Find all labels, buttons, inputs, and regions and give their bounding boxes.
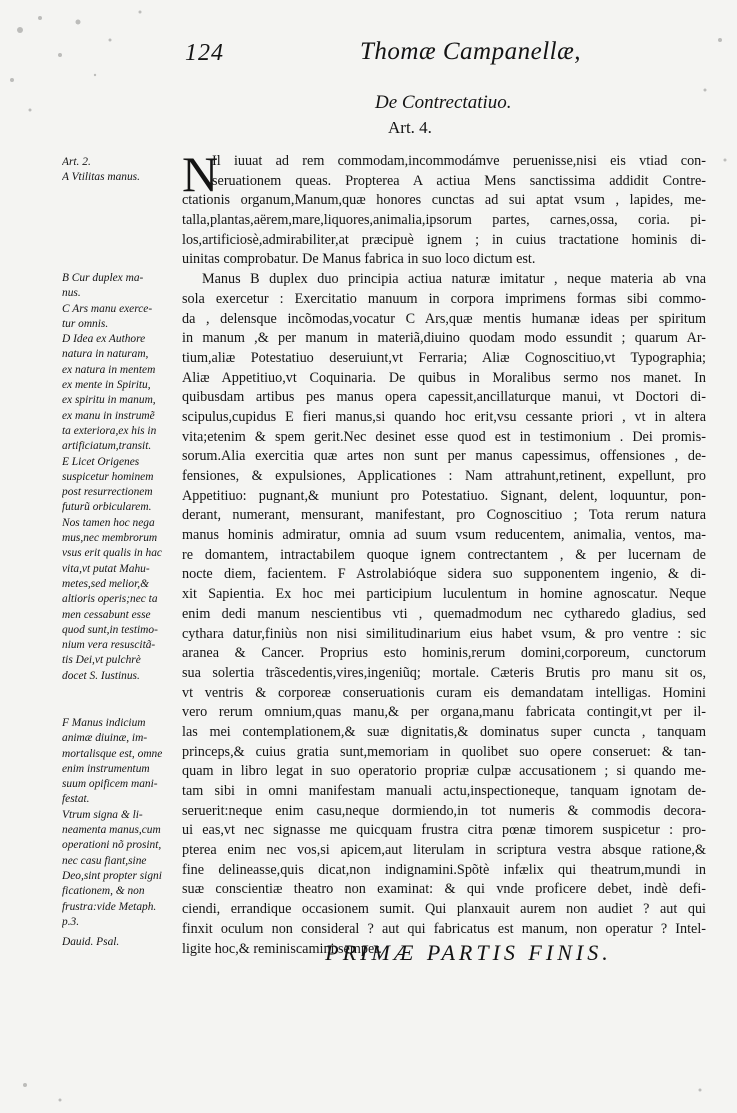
article-label: Art. 4.	[388, 118, 432, 137]
page-header	[185, 30, 705, 70]
text-line: uinitas comprobatur. De Manus fabrica in suo loco dictum est.	[182, 251, 536, 268]
margin-note-lines	[62, 716, 178, 930]
margin-note-line: Nos tamen hoc nega	[62, 516, 155, 529]
text-line: suæ conscientiæ theatro non examinat: & qui vnde proficere debet, indè defi-	[182, 881, 706, 898]
margin-note-line: Deo,sint propter signi	[62, 869, 162, 882]
text-line: tam sibi in omni manifestam manuali actu,inspectioneque, tanquam ignotam de-	[182, 783, 706, 799]
margin-note-line: tur omnis.	[62, 317, 109, 330]
margin-note-line: festat.	[62, 793, 90, 806]
text-line: ctationis organum,Manum,quæ honores cunctas ad sui aptat vsum , lapides, me-	[182, 192, 706, 209]
text-line: aranea & Cancer. Proprius esto hominis,rerum domini,corporeum, cunctorum	[182, 645, 706, 662]
margin-note-line: quod sunt,in testimo-	[62, 623, 158, 636]
text-line: Aliæ Appetitiuo,vt Coquinaria. De quibus in Moralibus sermo nos manet. In	[182, 369, 706, 386]
margin-note-line: ex spiritu in manum,	[62, 394, 156, 407]
text-line: ligite hoc,& reminiscamini semper.	[182, 940, 382, 957]
text-line: derant, numerant, mensurant, manifestant, pro Cognoscitiuo ; Tota rerum natura	[182, 507, 706, 524]
text-line: princeps,& cuius gratia sunt,memoriam in quolibet suo opere conseruet: & tan-	[182, 743, 706, 760]
margin-note-line: frustra:vide Metaph.	[62, 900, 157, 913]
margin-note-line: A Vtilitas manus.	[62, 171, 140, 184]
text-line: quam in libro legat in suo operatorio propriæ culpæ accusationem ; si quando me-	[182, 763, 706, 780]
margin-note-line: ex mente in Spiritu,	[62, 379, 151, 392]
margin-note-line: altioris operis;nec ta	[62, 593, 158, 606]
margin-note-line: men cessabunt esse	[62, 608, 151, 621]
text-line: tium,aliæ Potestatiuo deseruiunt,vt Ferraria; Aliæ Cognoscitiuo,vt Typographia;	[182, 349, 706, 366]
text-line: Appetitiuo: pugnant,& muniunt pro Potestatiuo. Signant, delent, loquuntur, pon-	[182, 487, 706, 504]
margin-note-line: Art. 2.	[62, 156, 91, 168]
margin-note-line: mus,nec membrorum	[62, 532, 158, 545]
text-line: enim dedi manum nescientibus vti , quemadmodum nec cytharedo gladius, sed	[182, 605, 706, 622]
margin-note-indicium	[62, 716, 178, 930]
margin-note-line: B Cur duplex ma-	[62, 272, 144, 284]
margin-note-line: vsus erit qualis in hac	[62, 547, 162, 560]
margin-note-line: nus.	[62, 287, 81, 300]
text-line: vero rerum omnium,quas manu,& per organa,manu fabricata contingit,vt per il-	[182, 704, 706, 721]
margin-note-line: ex manu in instrumẽ	[62, 409, 155, 422]
margin-note-line: futurũ orbicularem.	[62, 501, 152, 514]
text-line: Manus B duplex duo principia actiua naturæ imitatur , neque materia ab vna	[202, 271, 706, 288]
margin-note-line: animæ diuinæ, im-	[62, 732, 148, 745]
margin-note-line: Dauid. Psal.	[62, 936, 120, 948]
main-text	[182, 146, 706, 959]
margin-note-line: artificiatum,transit.	[62, 440, 152, 453]
margin-note-line: mortalisque est, omne	[62, 747, 163, 760]
text-line: re domantem, intractabilem quoque ignem contrectantem , & per lucernam de	[182, 546, 706, 563]
margin-note-line: p.3.	[62, 915, 80, 928]
margin-note-line: nium vera resuscitã-	[62, 639, 156, 652]
margin-note-line: ficationem, & non	[62, 885, 145, 898]
margin-note-line: vita,vt putat Mahu-	[62, 562, 150, 575]
text-line: sua solertia trãscedentis,vires,ingeniũq; mortale. Cæteris Brutis pro manu sit os,	[182, 664, 706, 681]
margin-note-line: post resurrectionem	[62, 486, 153, 499]
text-line: pterea enim nec vos,si apicem,aut literulam in scriptura vestra absque ratione,&	[182, 842, 706, 859]
margin-note-line: ex natura in mentem	[62, 363, 156, 376]
page-number: 124	[185, 40, 224, 66]
running-head: Thomæ Campanellæ,	[360, 38, 582, 65]
margin-note-manus	[62, 271, 178, 684]
text-line: cythara datur,finiùs non nisi similitudinarium eius habet vsum, & pro ventre : sic	[182, 625, 706, 642]
finis-label: PRIMÆ PARTIS FINIS.	[325, 940, 612, 965]
margin-note-line: natura in naturam,	[62, 348, 149, 361]
text-line: nocte diem, facientem. F Astrolabióque sidera suo supponentem ingenio, & di-	[182, 566, 706, 583]
text-line: finxit oculum non consideral ? aut qui fabricatus est manum, non operatur ? Intel-	[182, 920, 706, 937]
text-line: vt ventris & corporeæ conseruationis curam eis demandatam intelligas. Homini	[182, 684, 706, 701]
text-line: scipulus,cupidus E fieri manus,si quando hoc erit,vsu cessante priori , vt in altera	[182, 408, 706, 425]
margin-note-line: docet S. Iustinus.	[62, 669, 140, 682]
text-line: da , delensque incõmodas,vocatur C Ars,quæ mentis humanæ ideas per spiritum	[182, 310, 706, 327]
text-line: talla,plantas,aërem,mare,liquores,animalia,ipsorum partes, carnes,ossa, coria. pi-	[182, 212, 706, 229]
text-line: fensiones, & expulsiones, Applicationes : Nam attrahunt,retinent, expellunt, pro	[182, 468, 706, 484]
text-line: fine delineasse,quis dicat,non indignamini.Spõtè infælix qui theatrum,mundi in	[182, 861, 706, 878]
text-line: seruerit:neque enim casu,neque dormiendo,in tot numeris & commodis decora-	[182, 802, 706, 819]
part-end-text	[0, 940, 737, 966]
margin-note-line: enim instrumentum	[62, 762, 150, 775]
text-line: las mei contemplationem,& suæ dignitatis,& dominatus super cuncta , tanquam	[182, 723, 706, 740]
margin-note-lines	[62, 271, 178, 684]
text-line: ciendi, errandique occasionem sumit. Qui planxauit aurem non audiet ? aut qui	[182, 901, 706, 918]
text-line: in manum ,& per manum in materiã,diuino quodam modo essundit ; quarum Ar-	[182, 330, 706, 347]
text-line: seruationem queas. Propterea A actiua Mens sanctissima addidit Contre-	[212, 172, 706, 189]
margin-note-art	[62, 155, 178, 186]
margin-note-line: F Manus indicium	[62, 717, 146, 729]
text-line: xit Sapientia. Ex hoc mei participium luculentum in homine agnoscatur. Neque	[182, 586, 706, 603]
text-line: quibusdam artibus pes manus opera capessit,ancillaturque manui, vt Doctori di-	[182, 389, 706, 406]
margin-note-line: ta exteriora,ex his in	[62, 424, 157, 437]
margin-note-line: Vtrum signa & li-	[62, 808, 143, 821]
text-line: ui eas,vt nec signasse me quicquam frustra citra pœnæ timorem suspicetur : pro-	[182, 822, 706, 839]
text-line: vita;etenim & spem gerit.Nec desinet esse quod est in testimonium . Dei promis-	[182, 428, 706, 445]
text-line: Il iuuat ad rem commodam,incommodámve peruenisse,nisi eis vtiad con-	[212, 153, 706, 169]
margin-note-line: suspicetur hominem	[62, 470, 154, 483]
main-text-lines	[182, 146, 706, 959]
section-title: De Contrectatiuo.	[375, 92, 512, 113]
margin-note-line: D Idea ex Authore	[62, 333, 146, 346]
text-line: sola exercetur : Exercitatio manuum in corpora imprimens formas sibi commo-	[182, 290, 706, 307]
text-line: sorum.Alia exercitia quæ artes non sunt per manus capessimus, offensiones , de-	[182, 448, 706, 465]
text-line: manus hominis admiratur, omnia ad suum vsum reducentem, animalia, ventos, ma-	[182, 527, 706, 544]
margin-note-lines	[62, 155, 178, 186]
margin-note-line: metes,sed melior,&	[62, 577, 149, 590]
margin-note-line: E Licet Origenes	[62, 455, 140, 468]
margin-note-line: neamenta manus,cum	[62, 824, 161, 837]
margin-note-line: tis Dei,vt pulchrè	[62, 654, 141, 667]
margin-note-line: operationi nõ prosint,	[62, 839, 162, 852]
margin-note-line: nec casu fiant,sine	[62, 854, 147, 867]
text-line: los,artificiosè,admirabiliter,at præcipuè ignem ; in cuius tractatione hominis di-	[182, 231, 706, 248]
margin-note-line: suum opificem mani-	[62, 778, 158, 791]
margin-note-line: C Ars manu exerce-	[62, 302, 153, 315]
drop-cap: N	[182, 146, 219, 202]
